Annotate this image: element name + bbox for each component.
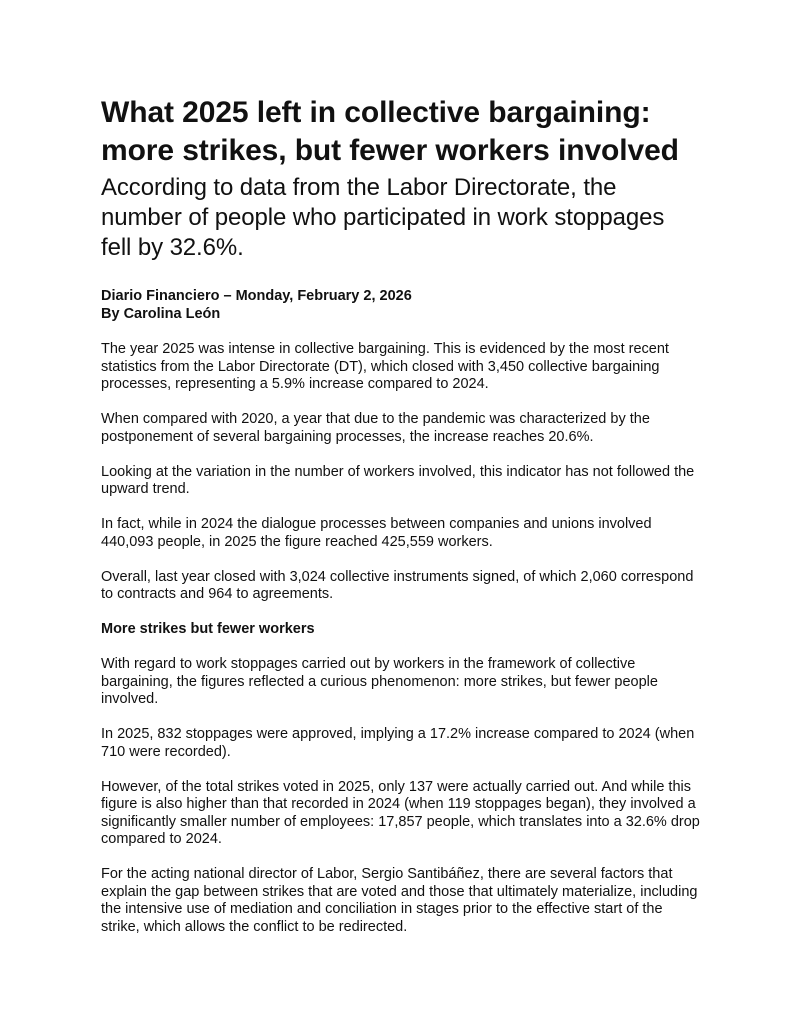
headline-line-1: What 2025 left in collective bargaining: — [101, 96, 651, 129]
headline-line-2: more strikes, but fewer workers involved — [101, 134, 679, 167]
paragraph: In fact, while in 2024 the dialogue processes between companies and unions involved 440,093 people, in 2025 the figure reached 425,559 workers. — [101, 516, 652, 550]
publication-line: Diario Financiero – Monday, February 2, 2026 — [101, 288, 412, 304]
headline — [101, 94, 700, 170]
article-body — [101, 341, 700, 936]
byline — [101, 287, 700, 323]
paragraph: Looking at the variation in the number of workers involved, this indicator has not followed the upward trend. — [101, 463, 695, 497]
paragraph: Overall, last year closed with 3,024 collective instruments signed, of which 2,060 correspond to contracts and 964 to agreements. — [101, 568, 694, 602]
author-line: By Carolina León — [101, 306, 221, 322]
paragraph: For the acting national director of Labor, Sergio Santibáñez, there are several factors that explain the gap between strikes that are voted and those that ultimately materialize, including the intensive use of mediation and conciliation in stages prior to the effective start of the strike, which allows the conflict to be redirected. — [101, 866, 698, 935]
subheadline: According to data from the Labor Directorate, the number of people who participated in work stoppages fell by 32.6%. — [101, 174, 665, 261]
paragraph: In 2025, 832 stoppages were approved, implying a 17.2% increase compared to 2024 (when 710 were recorded). — [101, 726, 695, 760]
paragraph: With regard to work stoppages carried out by workers in the framework of collective bargaining, the figures reflected a curious phenomenon: more strikes, but fewer people involved. — [101, 656, 658, 707]
paragraph: When compared with 2020, a year that due to the pandemic was characterized by the postponement of several bargaining processes, the increase reaches 20.6%. — [101, 411, 650, 445]
paragraph: The year 2025 was intense in collective bargaining. This is evidenced by the most recent statistics from the Labor Directorate (DT), which closed with 3,450 collective bargaining processes, representing a 5.9% increase compared to 2024. — [101, 341, 669, 392]
paragraph: However, of the total strikes voted in 2025, only 137 were actually carried out. And while this figure is also higher than that recorded in 2024 (when 119 stoppages began), they involved a significantly smaller number of employees: 17,857 people, which translates into a 32.6% drop compared to 2024. — [101, 778, 700, 847]
section-heading: More strikes but fewer workers — [101, 621, 315, 637]
